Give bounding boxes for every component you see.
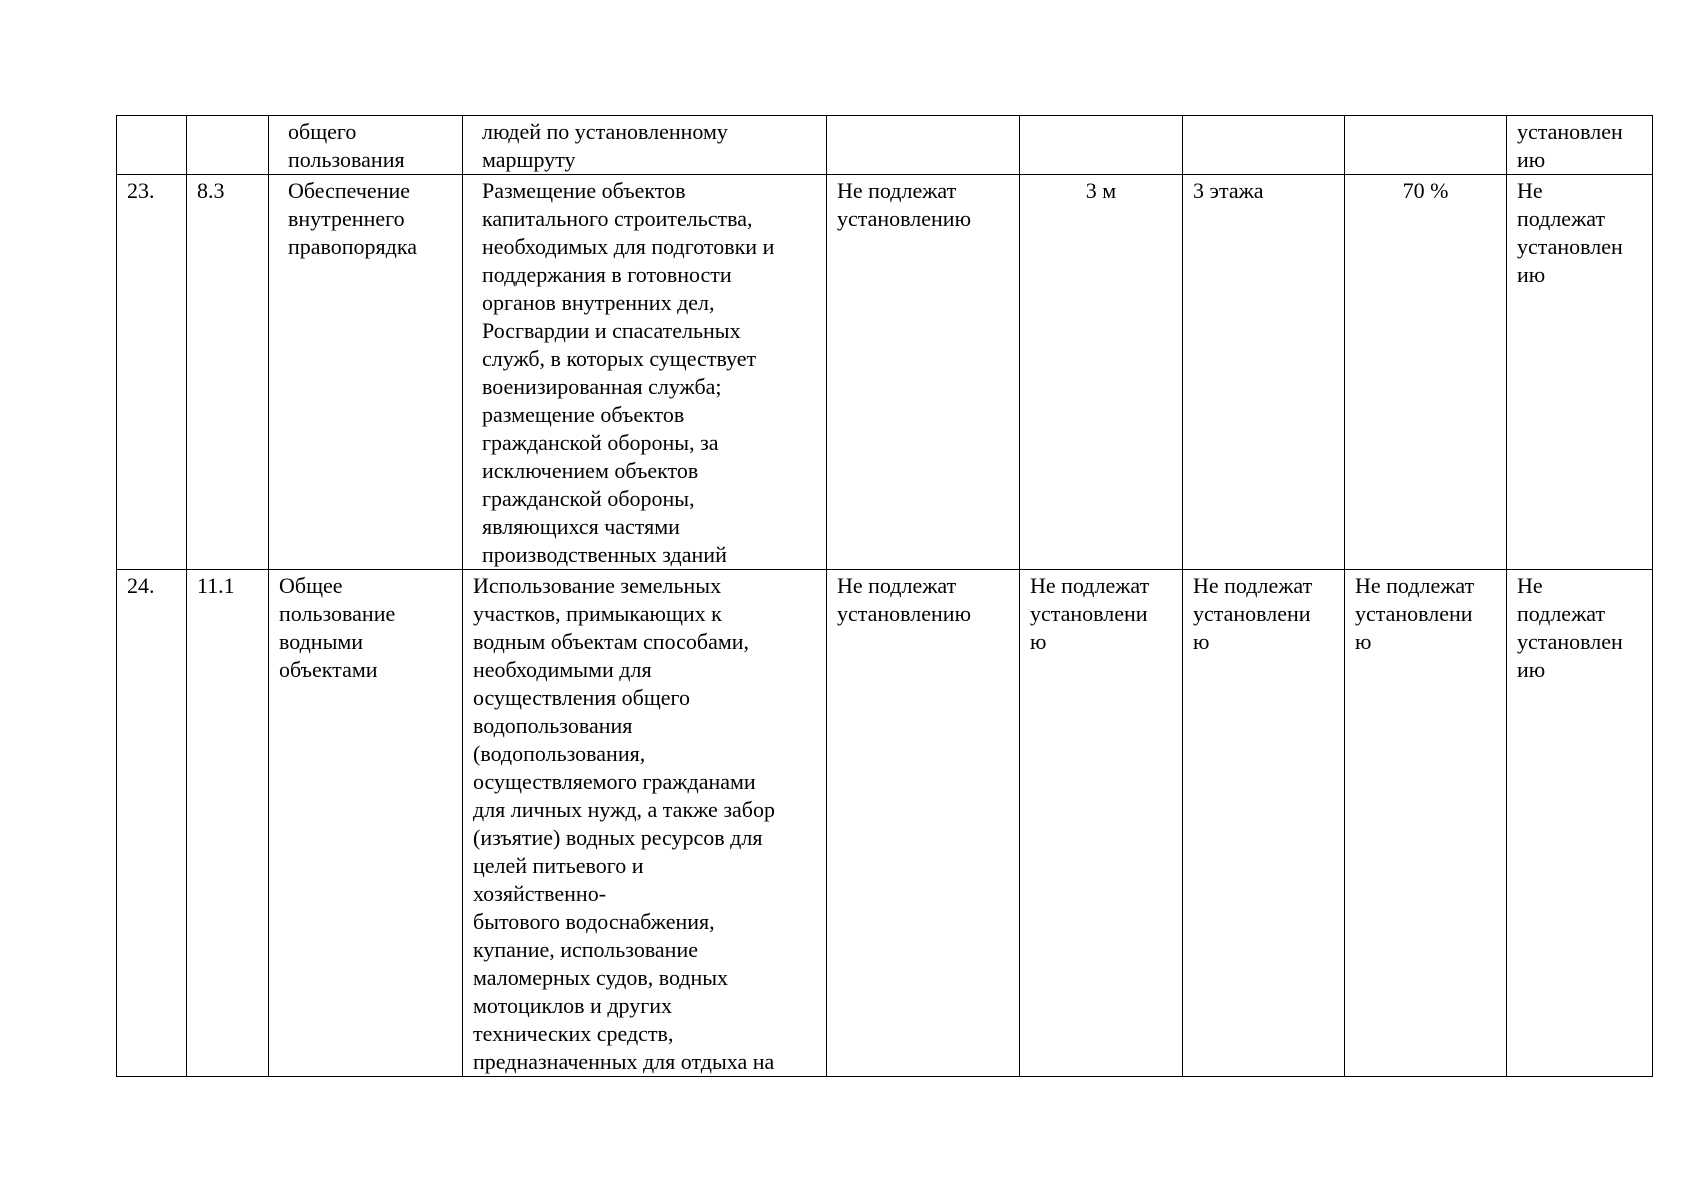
cell-floors: Не подлежат установлени ю (1183, 570, 1345, 1077)
cell-coverage: 70 % (1345, 175, 1507, 570)
regulations-table (116, 115, 1653, 1077)
cell-code (187, 116, 269, 175)
cell-setback (1020, 116, 1183, 175)
cell-plot-size: Не подлежат установлению (827, 175, 1020, 570)
cell-number: 24. (117, 570, 187, 1077)
cell-floors: 3 этажа (1183, 175, 1345, 570)
cell-use-description: людей по установленному маршруту (463, 116, 827, 175)
cell-other-params: Не подлежат установлен ию (1507, 175, 1653, 570)
cell-number: 23. (117, 175, 187, 570)
cell-coverage: Не подлежат установлени ю (1345, 570, 1507, 1077)
cell-use-description: Размещение объектов капитального строительства, необходимых для подготовки и поддержания в готовности органов внутренних дел, Росгвардии и спасательных служб, в которых существует военизированная служба; размещение объектов гражданской обороны, за исключением объектов гражданской обороны, являющихся частями производственных зданий (463, 175, 827, 570)
cell-floors (1183, 116, 1345, 175)
cell-use-name: Общее пользование водными объектами (269, 570, 463, 1077)
cell-use-name: Обеспечение внутреннего правопорядка (269, 175, 463, 570)
cell-other-params: Не подлежат установлен ию (1507, 570, 1653, 1077)
cell-code: 8.3 (187, 175, 269, 570)
table-row (117, 570, 1653, 1077)
cell-other-params: установлен ию (1507, 116, 1653, 175)
cell-plot-size (827, 116, 1020, 175)
cell-coverage (1345, 116, 1507, 175)
cell-plot-size: Не подлежат установлению (827, 570, 1020, 1077)
cell-setback: Не подлежат установлени ю (1020, 570, 1183, 1077)
cell-use-description: Использование земельных участков, примыкающих к водным объектам способами, необходимыми для осуществления общего водопользования (водопользования, осуществляемого гражданами для личных нужд, а также забор (изъятие) водных ресурсов для целей питьевого и хозяйственно- бытового водоснабжения, купание, использование маломерных судов, водных мотоциклов и других технических средств, предназначенных для отдыха на (463, 570, 827, 1077)
table-row (117, 175, 1653, 570)
table-row (117, 116, 1653, 175)
cell-code: 11.1 (187, 570, 269, 1077)
cell-use-name: общего пользования (269, 116, 463, 175)
cell-setback: 3 м (1020, 175, 1183, 570)
cell-number (117, 116, 187, 175)
